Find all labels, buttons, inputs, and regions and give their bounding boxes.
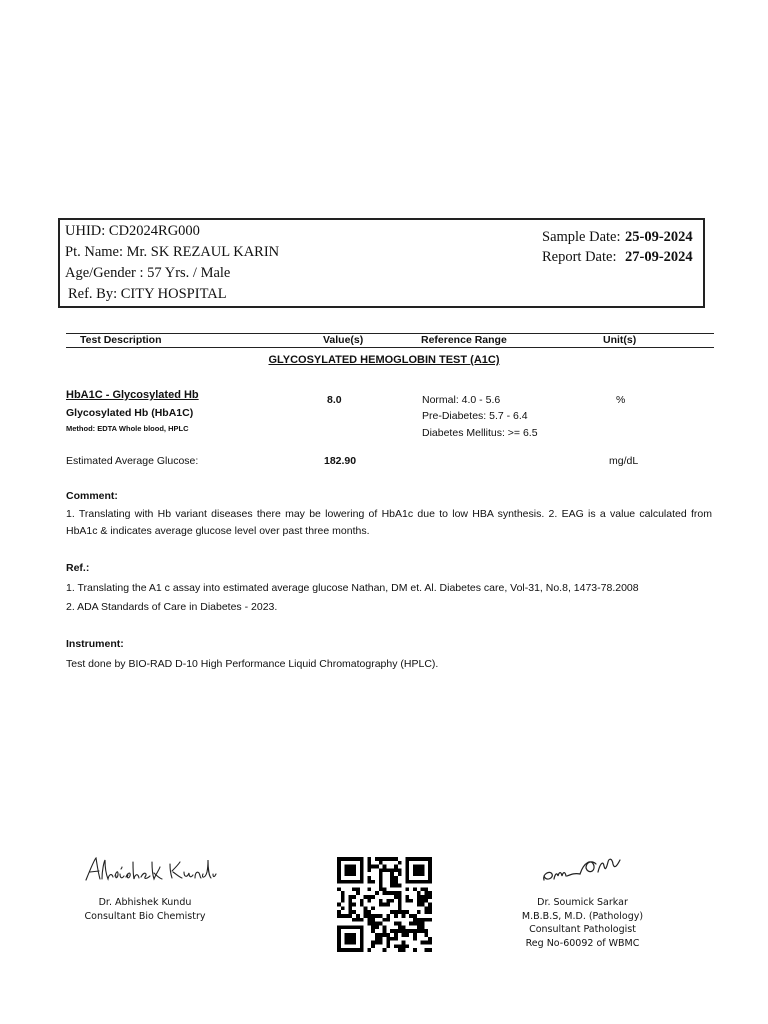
hba1c-subtitle: Glycosylated Hb (HbA1C) [66,407,194,419]
hba1c-method: Method: EDTA Whole blood, HPLC [66,424,189,433]
right-signatory-title: Consultant Pathologist [529,924,636,935]
comment-heading: Comment: [66,490,118,502]
header-reference-range: Reference Range [421,334,507,346]
hba1c-title: HbA1C - Glycosylated Hb [66,389,199,401]
ref-item-2: 2. ADA Standards of Care in Diabetes - 2023. [66,601,278,613]
left-signatory [70,896,220,923]
right-signatory-name: Dr. Soumick Sarkar [537,897,628,908]
eag-unit: mg/dL [609,455,639,467]
report-date: 27-09-2024 [625,249,693,265]
left-signatory-name: Dr. Abhishek Kundu [98,897,192,908]
eag-value: 182.90 [324,455,357,467]
report-date-label: Report Date: [542,249,617,265]
instrument-heading: Instrument: [66,638,124,650]
table-header-rule [66,347,714,348]
hba1c-unit: % [616,394,626,406]
ref-item-1: 1. Translating the A1 c assay into estimated average glucose Nathan, DM et. Al. Diabetes care, Vol-31, No.8, 1473-78.2008 [66,582,639,594]
header-units: Unit(s) [603,334,637,346]
hba1c-range-prediabetes: Pre-Diabetes: 5.7 - 6.4 [422,410,528,422]
hba1c-range-diabetes: Diabetes Mellitus: >= 6.5 [422,427,538,439]
patient-name: Pt. Name: Mr. SK REZAUL KARIN [65,244,280,260]
comment-text: 1. Translating with Hb variant diseases there may be lowering of HbA1c due to low HBA synthesis. 2. EAG is a value calculated from HbA1c & indicates average glucose level over past three months. [66,508,712,537]
hba1c-range-normal: Normal: 4.0 - 5.6 [422,394,501,406]
instrument-text: Test done by BIO-RAD D-10 High Performance Liquid Chromatography (HPLC). [66,658,439,670]
signature-soumick-sarkar [540,852,624,886]
qr-code [337,857,432,952]
ref-heading: Ref.: [66,562,90,574]
sample-date-label: Sample Date: [542,229,621,245]
patient-info-box [58,218,705,308]
right-signatory [505,896,660,950]
sample-date: 25-09-2024 [625,229,693,245]
signature-abhishek-kundu [82,852,217,886]
eag-label: Estimated Average Glucose: [66,455,199,467]
section-title: GLYCOSYLATED HEMOGLOBIN TEST (A1C) [268,354,500,366]
right-signatory-reg: Reg No-60092 of WBMC [525,937,640,949]
age-gender: Age/Gender : 57 Yrs. / Male [65,265,231,281]
right-signatory-degrees: M.B.B.S, M.D. (Pathology) [521,910,644,922]
header-values: Value(s) [323,334,364,346]
header-test-description: Test Description [80,334,162,346]
hba1c-value: 8.0 [327,394,342,406]
referred-by: Ref. By: CITY HOSPITAL [68,286,227,302]
left-signatory-title: Consultant Bio Chemistry [84,910,206,922]
uhid: UHID: CD2024RG000 [65,223,200,239]
